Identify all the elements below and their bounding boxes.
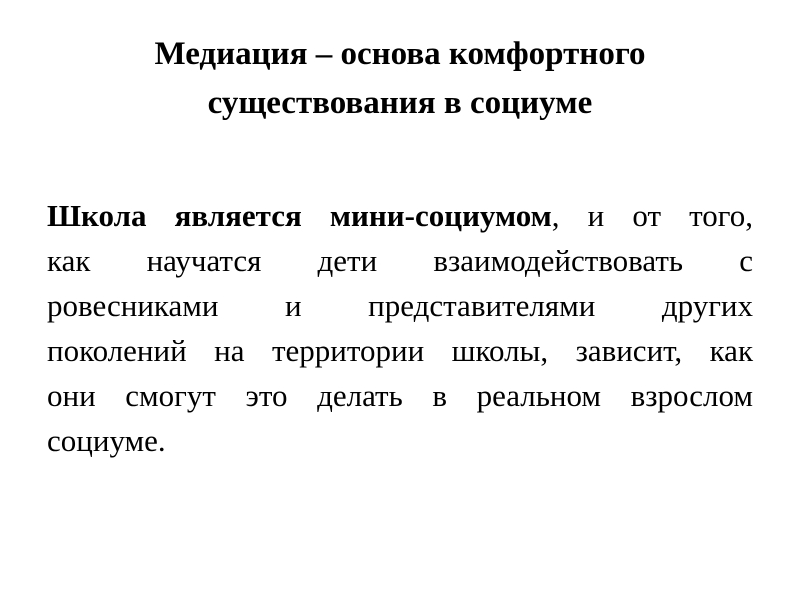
body-line-5: они смогут это делать в реальном взрослом	[47, 378, 753, 413]
body-line-2: как научатся дети взаимодействовать с	[47, 243, 753, 278]
slide-title	[60, 30, 740, 128]
title-line-2: существования в социуме	[207, 85, 593, 121]
title-line-1: Медиация – основа комфортного	[154, 36, 646, 72]
bold-lead-text: Школа является мини-социумом	[47, 198, 552, 233]
body-line-1	[47, 193, 753, 238]
body-line-1-rest: , и от того,	[551, 198, 753, 233]
body-line-6: социуме.	[47, 423, 166, 458]
body-line-3: ровесниками и представителями других	[47, 288, 753, 323]
body-paragraph	[47, 193, 753, 463]
body-line-4: поколений на территории школы, зависит, как	[47, 333, 753, 368]
